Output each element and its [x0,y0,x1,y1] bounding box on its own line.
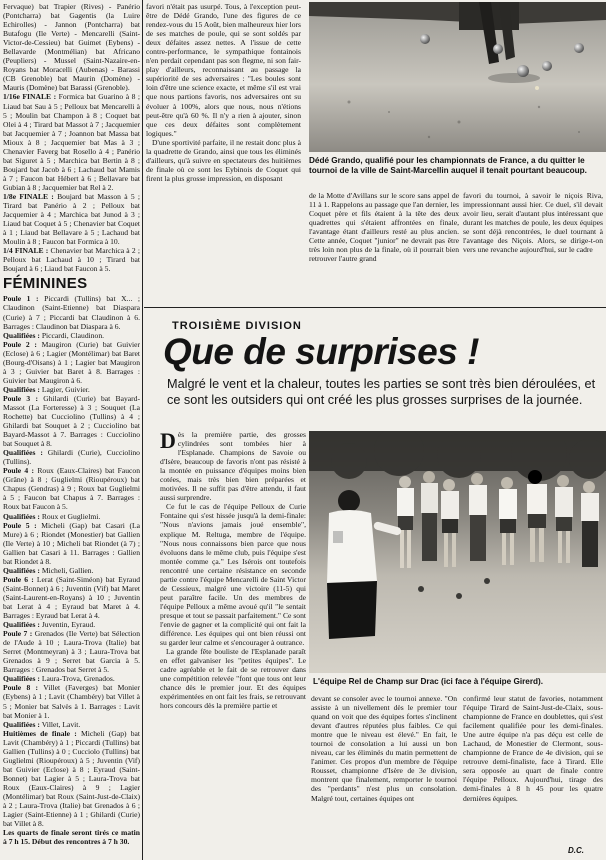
result-title: Poule 8 : [3,683,39,693]
result-title: Qualifiées : [3,620,40,630]
result-entry [3,294,140,330]
article-column-top-3 [309,191,459,304]
photo-team-match [309,431,606,673]
result-title: 1/16e FINALE : [3,92,57,102]
result-entry [3,466,140,511]
section-rule [144,307,606,308]
result-text: Maugiron (Curie) bat Guivier (Eclose) à 6 ; Lagier (Montélimar) bat Baret (Bourg-d'Oisans) à 1 ; Lagier bat Maugiron à 3 ; Guivier bat Baret à 8. Barrages : Guivier bat Maugiron à 6. [3,339,140,385]
article-body-column-4 [463,694,603,839]
result-text: Piccardi (Tullins) bat X... ; Claudinon (Saint-Etienne) bat Diaspara (Curie) à 7 ; Piccardi bat Claudinon à 6. Barrages : Claudinon bat Diaspara à 6. [3,294,140,331]
photo-caption-top: Dédé Grando, qualifié pour les championnats de France, a du quitter le tournoi de la ville de Saint-Marcellin auquel il tenait pourtant beaucoup. [309,156,587,175]
result-text: Villet, Lavit. [41,719,81,729]
drop-cap: D [160,430,176,453]
article-kicker: TROISIÈME DIVISION [172,320,302,332]
result-title: Poule 6 : [3,574,34,584]
paragraph: ès la première partie, des grosses cylindrées sont tombées hier à l'Esplanade. Champions de Savoie ou d'Isère, beaucoup de favoris n'ont pas résisté à la montée en puissance d'équipes moins bien cotées, mais très bien bien préparées et motivées. Il ne suffit pas d'être attendu, il faut aussi surprendre. [160,430,306,503]
paragraph: de la Motte d'Avillans sur le score sans appel de 11 à 1. Rappelons au passage que l'an dernier, les Coquet père et fils étaient à la tête des deux quadrettes qui s'étaient affrontées en finale, l'avantage étant d'ailleurs resté au plus ancien. Cette année, Coquet "junior" ne devrait pas être très loin non plus de la finale, où il pourrait bien retrouver l'autre grand [309,191,459,264]
results-intro: Fervaque) bat Trapier (Rives) - Panério (Pontcharra) bat Gagentis (la Luire Echirolles) - Jannon (Pontcharra) bat Butafogu (Ile Verte) - Mencarelli (Saint-Victor-de-Cessieu) bat Guimet (Eybens) - Bellavarde (Montmélian) bat Africano (Peupliers) - Mussel (Saint-Nazaire-en-Royans bat Moracelli (Aubenas) - Barassi (CB Grenoble) bat Maurin (Domène) - Mauris (Domène) bat Barassi (Grenoble). [3,2,140,93]
result-entry [3,683,140,719]
article-body-column-3 [311,694,457,854]
result-text: Villet (Faverges) bat Monier (Eybens) à 1 ; Lavit (Chambéry) bat Villet à 5 ; Monier bat Salvès à 1. Barrages : Lavit bat Monier à 1. [3,683,140,720]
result-entry [3,575,140,620]
article-standfirst: Malgré le vent et la chaleur, toutes les parties se sont très bien déroulées, et ce sont les outsiders qui ont créé les plus grosses surprises de la journée. [167,377,596,407]
result-title: 1/8e FINALE : [3,191,54,201]
paragraph: favori du tournoi, à savoir le niçois Riva, impressionnant aussi hier. Ce duel, s'il devait avoir lieu, serait d'autant plus intéressant que durant les matches de poule, les deux équipes se sont déjà rencontrées, le duel tournant à l'avantage des Niçois. Alors, se dirige-t-on vers une revanche aujourd'hui, sur le cadre [463,191,603,255]
result-text: Micheli, Gallien. [41,565,94,575]
result-entry [3,448,140,466]
result-entry [3,385,140,394]
result-title: Qualifiées : [3,511,40,521]
result-title: Qualifiées : [3,384,40,394]
result-text: Juventin, Eyraud. [41,620,96,630]
result-entry [3,246,140,273]
result-title: Qualifiées : [3,565,40,575]
result-title: Qualifiées : [3,330,40,340]
result-entry [3,92,140,192]
result-text: Piccardi, Claudinon. [41,330,105,340]
paragraph: Ce fut le cas de l'équipe Pelloux de Curie Fontaine qui s'est hissée jusqu'à la demi-finale: "Nous n'avions jamais joué ensemble", explique M. Reltuga, membre de l'équipe. "Nous nous connaissons bien parce que nous évoluons dans le même club, puis l'équipe s'est montée comme ça." Les Isérois ont toutefois rencontré une certaine résistance en seconde partie contre l'équipe Mencarelli de Saint Victor de Cessieux, malgré une victoire (11-5) qui peut paraître facile. Un des membres de l'équipe Pelloux a même avoué qu'il "le sentait presque et tout se passait parfaitement." Ce sont l'envie de gagner et la complicité qui ont fait la différence. Les équipes qui ont bien réussi ont su garder leur calme et s'encourager à outrance. [160,502,306,648]
article-column-top [146,2,301,304]
photo-caption-bottom: L'équipe Rel de Champ sur Drac (ici face à l'équipe Girerd). [313,677,544,686]
result-text: Micheli (Gap) bat Lavit (Chambéry) à 1 ; Piccardi (Tullins) bat Gallien (Tullins) à 0 ; Cucciolo (Tullins) bat Guglielmi (Rioupéroux) à 5 ; Juventin (Vif) bat Guivier (Eclose) à 8 ; Eyraud (Saint-Bonnet) bat Lagier à 5 ; Laura-Trova bat Roux (Eaux-Claires) à 9 ; Lagier (Montélimar) bat Roux (Saint-Just-de-Claix) à 2 ; Laura-Trova (Italie) bat Grenados à 6 ; Lagier (Saint-Etienne) à 1 ; Ghilardi (Curie) bat Villet à 8. [3,728,140,829]
result-entry [3,566,140,575]
result-entry [3,620,140,629]
result-title: Poule 1 : [3,294,39,304]
result-text: Laura-Trova, Grenados. [41,674,115,684]
result-title: Qualifiées : [3,719,40,729]
feminines-results [3,294,140,828]
results-sections [3,92,140,273]
result-entry [3,394,140,448]
result-text: Lerat (Saint-Siméon) bat Eyraud (Saint-Bonnet) à 6 ; Juventin (Vif) bat Maret (Saint-Laurent-en-Royans) à 10 ; Juventin bat Lerat à 4 ; Eyraud bat Maret à 4. Barrages : Eyraud bat Lerat à 4. [3,574,140,621]
result-title: Huitièmes de finale : [3,728,77,738]
paragraph: confirmé leur statut de favories, notamment l'équipe Tirard de Saint-Just-de-Claix, sous-championne de France en doublettes, qui s'est facilement qualifiée pour les demi-finales. Une autre équipe n'a pas déçu est celle de Lachaud, de Monestier de Clermont, sous-championne de France de 4e division, qui se retrouve demi-finaliste, face à Tirard. Elle sera opposée au quart de finale contre l'équipe Pelloux. Aujourd'hui, tirage des demi-finales à 8 h 45 pour les quatre dernières équipes. [463,694,603,803]
result-title: Qualifiées : [3,448,43,458]
result-text: Ghilardi (Curie) bat Bayard-Massot (La Forteresse) à 3 ; Souquet (La Rochette) bat Cucciolino (Tullins) à 4 ; Ghilardi bat Souquet à 2 ; Cucciolino bat Bayard-Massot à 7. Barrages : Cucciolino bat Souquet à 8. [3,393,140,449]
result-text: Formica bat Guarino à 8 ; Liaud bat Sau à 5 ; Pelloux bat Mencarelli à 5 ; Moulin bat Champon à 8 ; Coquet bat Olei à 4 ; Tirard bat Massot à 7 ; Jacquemier bat Jacquemier à 7 ; Joannon bat Massa bat Mioux à 8 ; Jacquemier bat Mas à 3 ; Chenavier Faverg bat Rosello à 4 ; Panério bat Siguret à 5 ; Marchica bat Bertin à 8 ; Boujard bat Jacob à 6 ; Lachaud bat Mamis à 7 ; Faucon bat Hébert à 6 ; Bellavare bat Gubian à 8 ; Jacquemier bat Rel à 2. [3,92,140,192]
result-text: Roux et Guglielmi. [41,511,101,521]
result-text: Ghilardi (Curie), Cucciolino (Tullins). [3,448,140,467]
result-entry [3,729,140,829]
result-entry [3,521,140,566]
results-closing: Les quarts de finale seront tirés ce matin à 7 h 15. Début des rencontres à 7 h 30. [3,828,140,847]
result-entry [3,331,140,340]
photo-image [309,2,606,152]
photo-image [309,431,606,673]
article-column-top-4 [463,191,603,304]
photo-petanque-player [309,2,606,152]
result-entry [3,629,140,674]
result-text: Lagier, Guivier. [41,384,90,394]
feminines-heading: FÉMININES [3,275,88,293]
paragraph: D'une sportivité parfaite, il ne restait donc plus à la quadrette de Grando, ainsi que tous les éliminés d'ailleurs, qu'à suivre en spectateurs des huitièmes de finale où ce sont les Eybinois de Coquet qui firent la plus grosse impression, en disposant [146,137,301,183]
result-entry [3,674,140,683]
result-text: Roux (Eaux-Claires) bat Faucon (Grâne) à 8 ; Guglielmi (Rioupéroux) bat Chapus (Gendras) à 9 ; Roux bat Guglielmi à 5 ; Faucon bat Chapus à 7. Barrages : Roux bat Faucon à 5. [3,466,140,512]
result-title: Poule 2 : [3,339,37,349]
result-entry [3,340,140,385]
result-text: Grenados (Ile Verte) bat Sélection de l'Aude à 10 ; Laura-Trova (Italie) bat Serret (Montmeyran) à 3 ; Laura-Trova bat Grenados à 9 ; Serret bat Garcia à 5. Barrages : Grenados bat Serret à 5. [3,629,140,675]
result-entry [3,720,140,729]
result-title: Poule 4 : [3,466,35,476]
result-text: Chenavier bat Marchica à 2 ; Pelloux bat Lachaud à 10 ; Tirard bat Boujard à 6 ; Liaud bat Faucon à 5. [3,246,140,274]
paragraph: La grande fête bouliste de l'Esplanade paraît en effet galvaniser les "petites équipes". Le cadre agréable et le fait de se retrouver dans une compétition relevée "font que tous ont leur chance dès le premier jour. Et des équipes expérimentées en ont fait les frais, se retrouvant hors concours dès la première partie et [160,647,306,711]
result-entry [3,192,140,246]
result-title: Qualifiées : [3,674,40,684]
result-title: Poule 5 : [3,520,37,530]
paragraph: devant se consoler avec le tournoi annexe. "On assiste à un nivellement dès le premier tour quand on voit que des équipes fortes s'inclinent devant d'autres réputées plus faibles. Ce qui montre que le niveau est élevé." En fait, le tournoi de consolation a lui aussi un bon niveau, car les éliminés du matin permettent de l'animer. Ces propos d'un membre de l'équipe Rousset, championne d'Isère de 3e division, montrent que finalement, remporter le tournoi des "perdants" n'est plus un consolation. Malgré tout, certaines équipes ont [311,694,457,803]
article-headline: Que de surprises ! [163,331,479,372]
result-title: Poule 3 : [3,393,38,403]
article-body-column [160,430,306,854]
result-entry [3,512,140,521]
column-rule [142,0,143,860]
result-title: Poule 7 : [3,629,33,639]
paragraph: favori n'était pas usurpé. Tous, à l'exception peut-être de Dédé Grando, l'une des figures de ce rendez-vous du 15 Août, bien malheureux hier lors de ses matches de poule, qui se sont soldés par deux défaites assez nettes. A l'issue de cette contre-performance, le sympathique fontainois n'en perdait cependant pas son flegme, ni son fair-play d'ailleurs, reconnaissant au passage la supériorité de ses adversaires : "Les boules sont loin d'être une science exacte, et même s'il est vrai que nous partions favoris, nos adversaires ont su évoluer à 100%, alors que nous, nous n'étions peut-être qu'à 60 %. Il n'y a rien à ajouter, sinon que ces deux défaites sont complètement logiques." [146,2,301,138]
author-signature: D.C. [568,846,584,855]
result-text: Boujard bat Masson à 5 ; Tirard bat Panério à 2 ; Pelloux bat Jacquemier à 4 ; Marchica bat Junod à 3 ; Liaud bat Coquet à 5 ; Chenavier bat Coquet à 1 ; Liaud bat Bellavare à 5 ; Lachaud bat Moulin à 8 ; Faucon bat Formica à 10. [3,191,140,247]
results-column [3,2,140,854]
result-title: 1/4 FINALE : [3,246,49,256]
result-text: Micheli (Gap) bat Casari (La Mure) à 6 ; Riondet (Monestier) bat Gallien (Ile Verte) à 10 ; Micheli bat Riondet (à 7) ; Gallien bat Casari à 11. Barrages : Gallien bat Riondet à 8. [3,520,140,566]
